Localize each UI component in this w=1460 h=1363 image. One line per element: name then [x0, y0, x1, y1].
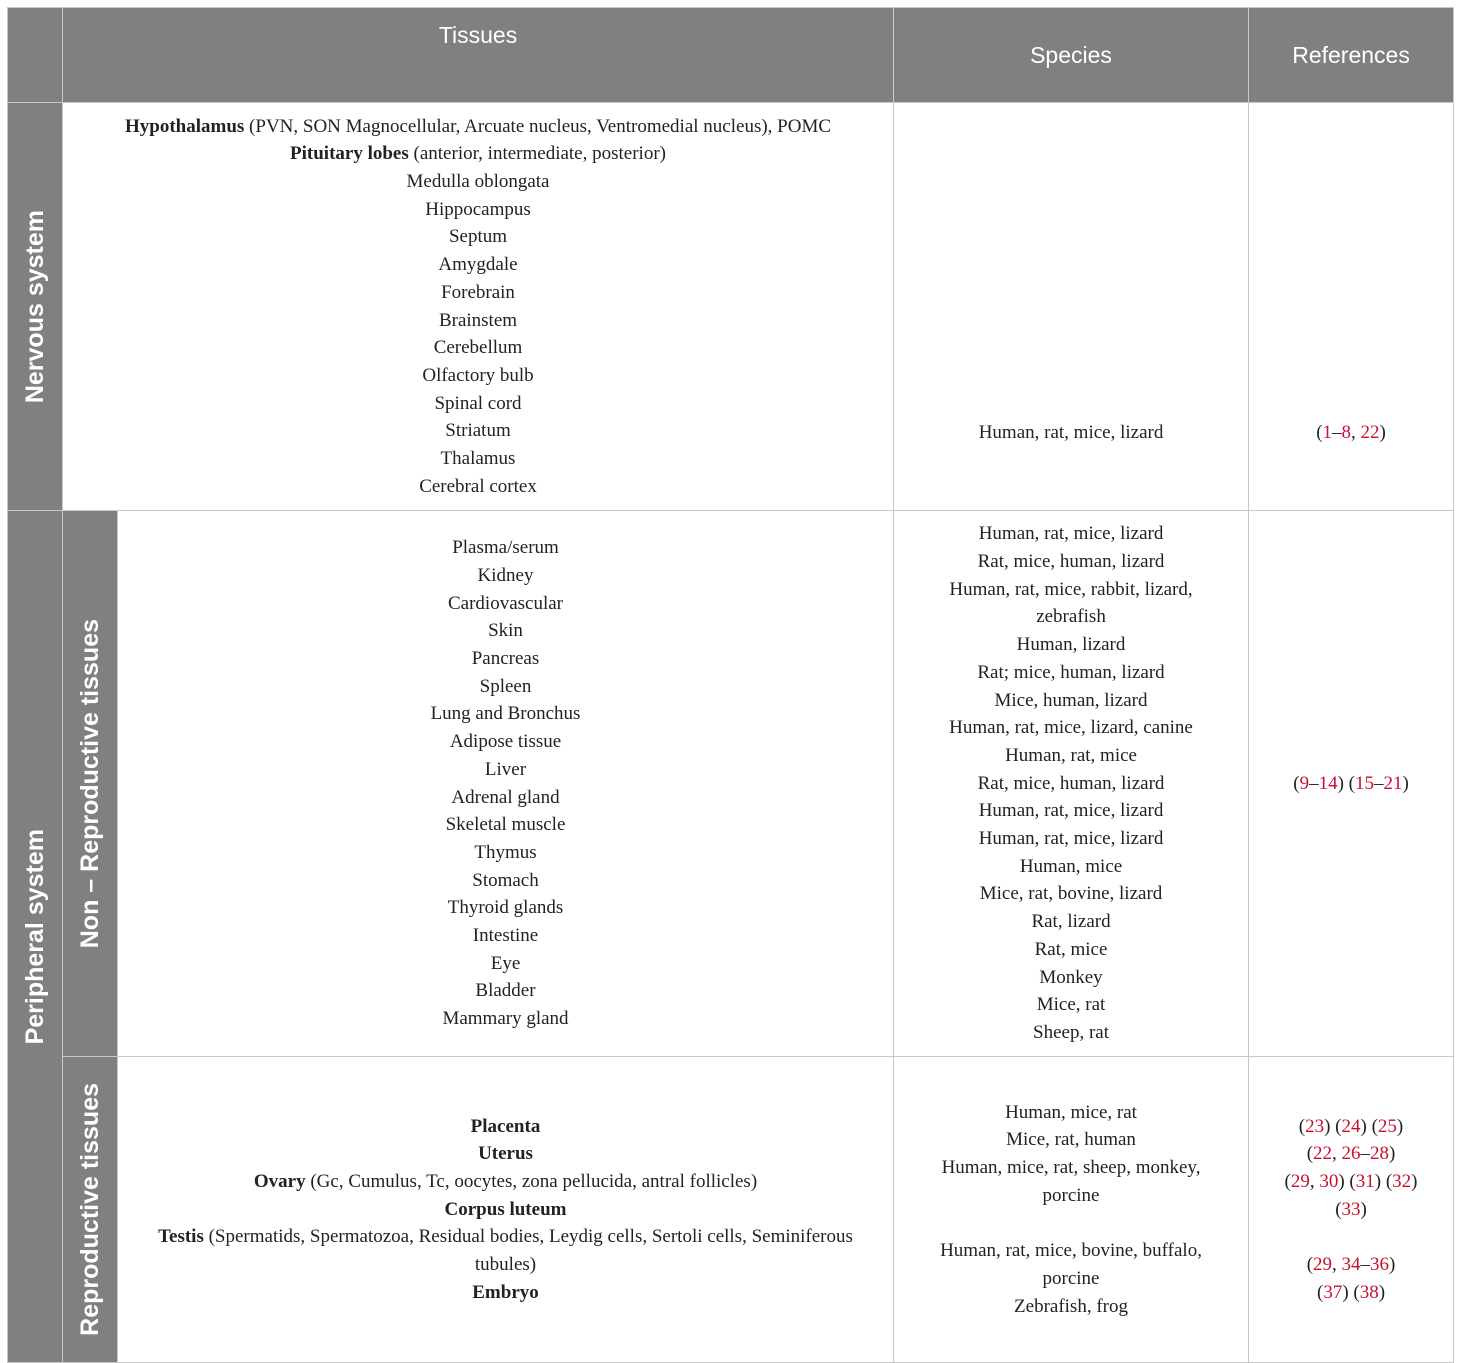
non-reproductive-tissues-cell: [118, 511, 894, 1057]
nervous-system-label: Nervous system: [8, 103, 63, 511]
species-item: Zebrafish, frog: [1014, 1295, 1128, 1317]
reference-link[interactable]: 31: [1355, 1170, 1375, 1192]
species-item: Human, rat, mice, lizard, canine: [949, 717, 1193, 739]
species-item: porcine: [1042, 1267, 1100, 1289]
species-item: Rat, mice, human, lizard: [977, 772, 1165, 794]
tissue-item: Plasma/serum: [452, 537, 559, 559]
tissue-item: Thalamus: [440, 448, 516, 470]
peripheral-system-label: Peripheral system: [8, 511, 63, 1363]
reference-link[interactable]: 32: [1392, 1170, 1412, 1192]
tissue-item: Mammary gland: [442, 1008, 569, 1030]
reference-link[interactable]: 29: [1290, 1170, 1310, 1192]
tissue-item: Intestine: [472, 925, 539, 947]
non-reproductive-label: Non – Reproductive tissues: [63, 511, 118, 1057]
tissue-item: Testis (Spermatids, Spermatozoa, Residual bodies, Leydig cells, Sertoli cells, Seminiferous: [158, 1226, 853, 1248]
tissue-item: Hippocampus: [425, 198, 531, 220]
tissue-item: Pancreas: [471, 647, 540, 669]
species-item: Rat, mice: [1034, 938, 1108, 960]
tissue-item: Skin: [488, 620, 523, 642]
species-item: Rat, mice, human, lizard: [977, 551, 1165, 573]
nervous-system-row: [8, 103, 1454, 511]
species-item: Human, mice: [1019, 855, 1123, 877]
header-corner: [8, 8, 63, 103]
species-item: Rat, lizard: [1031, 911, 1111, 933]
tissue-item: Embryo: [472, 1281, 539, 1303]
reference-link[interactable]: 37: [1323, 1281, 1343, 1303]
tissue-item: Cardiovascular: [448, 592, 564, 614]
tissue-item: Septum: [448, 226, 508, 248]
header-row: [8, 8, 1454, 103]
reference-link[interactable]: 8: [1341, 422, 1352, 443]
tissue-item: Striatum: [445, 420, 511, 442]
reference-link[interactable]: 29: [1313, 1254, 1333, 1276]
header-references: References: [1249, 8, 1454, 103]
species-item: zebrafish: [1036, 606, 1106, 628]
reference-link[interactable]: 34: [1341, 1254, 1361, 1276]
tissue-item: Uterus: [478, 1143, 533, 1165]
reference-link[interactable]: 38: [1359, 1281, 1379, 1303]
tissue-item: Cerebellum: [433, 337, 523, 359]
non-reproductive-species-cell: [894, 511, 1249, 1057]
tissue-item: Pituitary lobes (anterior, intermediate, posterior): [290, 143, 666, 165]
species-item: Human, rat, mice, rabbit, lizard,: [949, 578, 1193, 600]
species-item: Human, mice, rat: [1005, 1101, 1137, 1123]
species-item: Rat; mice, human, lizard: [977, 661, 1165, 683]
nervous-tissues-cell: [63, 103, 894, 511]
reference-link[interactable]: 22: [1313, 1143, 1333, 1165]
reproductive-references-cell: (23) (24) (25) (22, 26–28) (29, 30) (31) (32) (33) (29, 34–36) (37) (38): [1249, 1057, 1454, 1363]
tissue-item: Brainstem: [438, 309, 518, 331]
tissue-item: Kidney: [477, 564, 534, 586]
reference-link[interactable]: 14: [1318, 772, 1338, 794]
reference-link[interactable]: 23: [1305, 1115, 1325, 1137]
tissue-item: Forebrain: [441, 281, 515, 303]
reference-link[interactable]: 1: [1322, 422, 1333, 443]
tissue-item: Adrenal gland: [451, 786, 560, 808]
tissue-item: Liver: [484, 758, 527, 780]
tissue-item: Placenta: [470, 1115, 541, 1137]
reference-link[interactable]: 15: [1354, 772, 1374, 794]
tissue-item: Hypothalamus (PVN, SON Magnocellular, Arcuate nucleus, Ventromedial nucleus), POMC: [124, 115, 832, 137]
tissue-item: Ovary (Gc, Cumulus, Tc, oocytes, zona pellucida, antral follicles): [253, 1170, 758, 1192]
tissue-item: Skeletal muscle: [445, 814, 566, 836]
reproductive-label: Reproductive tissues: [63, 1057, 118, 1363]
nervous-references-cell: (1–8, 22): [1249, 103, 1454, 511]
tissue-item: Cerebral cortex: [419, 475, 537, 497]
species-item: Sheep, rat: [1033, 1021, 1109, 1043]
header-tissues: Tissues: [63, 8, 894, 103]
reference-link[interactable]: 26: [1341, 1143, 1361, 1165]
reference-link[interactable]: 30: [1319, 1170, 1339, 1192]
reference-link[interactable]: 21: [1383, 772, 1403, 794]
species-item: Human, rat, mice, bovine, buffalo,: [940, 1240, 1202, 1262]
species-item: porcine: [1042, 1184, 1100, 1206]
tissue-item: Spinal cord: [434, 392, 522, 414]
tissue-item: tubules): [474, 1254, 537, 1276]
species-item: Human, lizard: [1016, 634, 1126, 656]
reference-link[interactable]: 9: [1299, 772, 1310, 794]
species-item: Human, rat, mice, lizard: [978, 828, 1164, 850]
reference-link[interactable]: 33: [1341, 1198, 1361, 1220]
header-species: Species: [894, 8, 1249, 103]
reference-link[interactable]: 25: [1377, 1115, 1397, 1137]
tissue-item: Spleen: [479, 675, 532, 697]
species-item: [894, 1210, 1248, 1238]
tissue-distribution-table: [7, 7, 1453, 1349]
tissue-item: Corpus luteum: [444, 1198, 567, 1220]
species-item: Mice, rat: [1036, 994, 1106, 1016]
tissue-item: Thyroid glands: [447, 897, 564, 919]
non-reproductive-row: [8, 511, 1454, 1057]
species-item: Mice, rat, human: [1006, 1129, 1136, 1151]
tissue-item: Amygdale: [438, 254, 518, 276]
reproductive-row: [8, 1057, 1454, 1363]
species-item: Human, rat, mice, lizard: [978, 523, 1164, 545]
tissue-item: Thymus: [474, 841, 537, 863]
reference-link[interactable]: 28: [1370, 1143, 1390, 1165]
species-item: Human, rat, mice, lizard: [978, 800, 1164, 822]
tissue-item: Adipose tissue: [449, 731, 562, 753]
tissue-item: Bladder: [475, 980, 536, 1002]
tissue-item: Olfactory bulb: [422, 364, 534, 386]
tissue-item: Lung and Bronchus: [430, 703, 581, 725]
species-item: Mice, rat, bovine, lizard: [979, 883, 1163, 905]
species-item: Mice, human, lizard: [994, 689, 1148, 711]
tissue-item: Eye: [490, 952, 521, 974]
reference-link[interactable]: 24: [1341, 1115, 1361, 1137]
tissue-item: Stomach: [472, 869, 539, 891]
species-item: Monkey: [1039, 966, 1103, 988]
species-item: Human, mice, rat, sheep, monkey,: [941, 1157, 1201, 1179]
reproductive-tissues-cell: [118, 1057, 894, 1363]
reference-link[interactable]: 36: [1370, 1254, 1390, 1276]
reference-link[interactable]: 22: [1360, 422, 1380, 443]
reproductive-species-cell: [894, 1057, 1249, 1363]
species-item: Human, rat, mice: [1005, 744, 1137, 766]
tissue-item: Medulla oblongata: [406, 170, 550, 192]
nervous-species-cell: Human, rat, mice, lizard: [894, 103, 1249, 511]
table: [7, 7, 1454, 1363]
non-reproductive-references-cell: (9–14) (15–21): [1249, 511, 1454, 1057]
